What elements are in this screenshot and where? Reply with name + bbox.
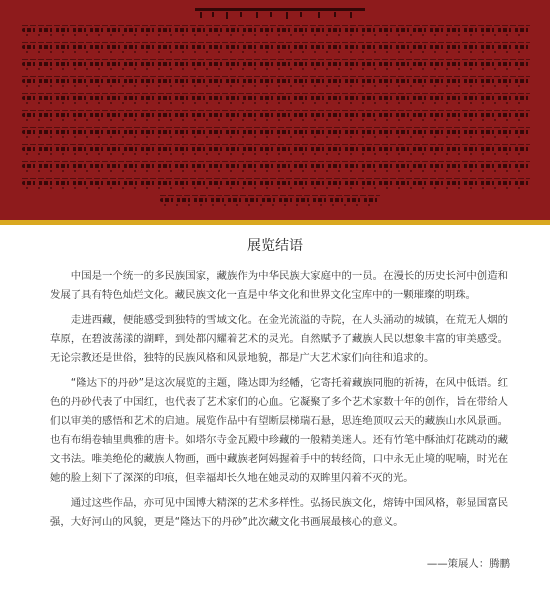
page-title: 展览结语: [247, 238, 303, 254]
paragraph-tibet: 走进西藏，便能感受到独特的雪域文化。在金光流溢的寺院，在人头涌动的城镇，在荒无人烟的草原，在碧波荡漾的湖畔，到处都闪耀着艺术的灵光。自然赋予了藏族人民以想象丰富的审美感受。无论宗教还是世俗，独特的民族风格和风景地貌，都是广大艺术家们向往和追求的。: [50, 314, 508, 364]
paragraph-conclusion: 通过这些作品，亦可见中国博大精深的艺术多样性。弘扬民族文化，熔铸中国风格，彰显国富民强，大好河山的风貌，更是“隆达下的丹砂”此次藏文化书画展最核心的意义。: [50, 497, 508, 528]
conclusion-body: [50, 267, 508, 538]
paragraph-intro: 中国是一个统一的多民族国家，藏族作为中华民族大家庭中的一员。在漫长的历史长河中创造和发展了具有特色灿烂文化。藏民族文化一直是中华文化和世界文化宝库中的一颗璀璨的明珠。: [50, 270, 508, 301]
gold-divider-band: [0, 220, 550, 225]
curator-signature: ——策展人：腾鹏: [426, 558, 510, 570]
tibetan-text-panel: [0, 0, 550, 220]
paragraph-theme: “隆达下的丹砂”是这次展览的主题，隆达即为经幡，它寄托着藏族同胞的祈祷，在风中低语。红色的丹砂代表了中国红，也代表了艺术家们的心血。它凝聚了多个艺术家数十年的创作，旨在带给人们以审美的感悟和艺术的启迪。展览作品中有望断层梯瑞石悬，思连绝顶叹云天的藏族山水风景画。也有布绢卷轴里典雅的唐卡。如塔尔寺金瓦殿中珍藏的一般精美迷人。还有竹笔中酥油灯花跳动的藏文书法。唯美绝伦的藏族人物画，画中藏族老阿妈握着手中的转经筒，口中永无止境的呢喃，时光在她的脸上刻下了深深的印痕，但幸福却长久地在她灵动的双眸里闪着不灭的光。: [50, 377, 508, 484]
